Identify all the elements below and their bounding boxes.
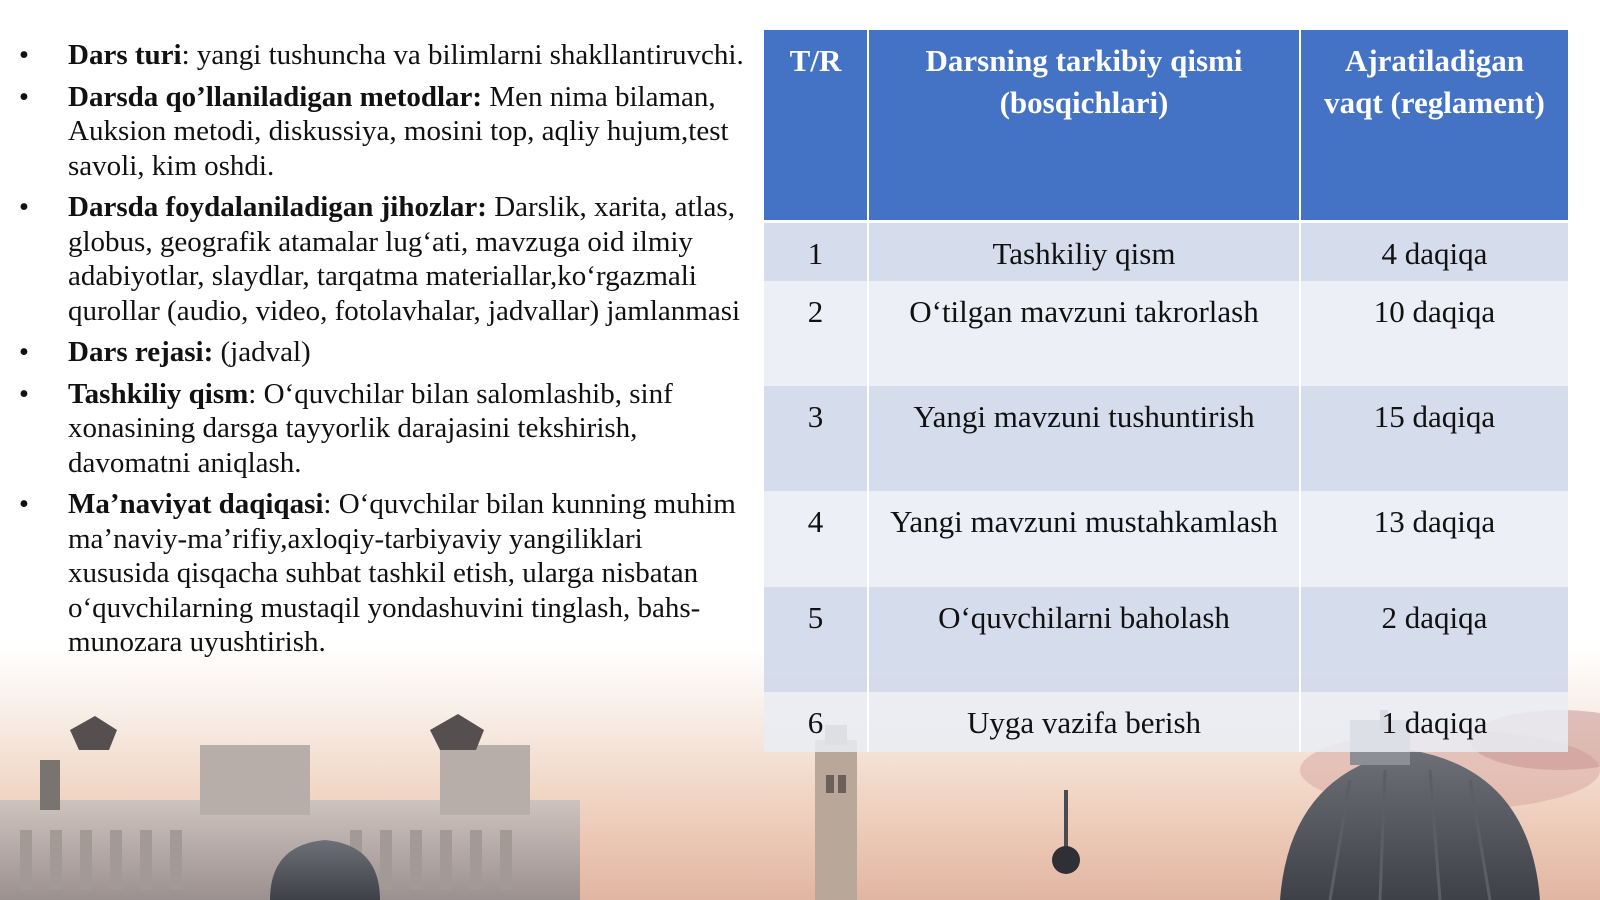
item-label: Dars rejasi: <box>68 336 214 368</box>
table-row <box>764 692 1568 752</box>
header-number: T/R <box>764 30 868 222</box>
bullet-icon: • <box>18 80 30 113</box>
item-text: : yangi tushuncha va bilimlarni shakllantiruvchi. <box>181 39 744 71</box>
cell-time: 1 daqiqa <box>1300 692 1568 752</box>
item-text: Men nima bilaman, Auksion metodi, diskussiya, mosini top, aqliy hujum,test savoli, kim oshdi. <box>68 80 729 182</box>
cell-number: 6 <box>764 692 868 752</box>
cell-time: 4 daqiqa <box>1300 222 1568 282</box>
table-header-row <box>764 30 1568 222</box>
item-label: Darsda qo’llaniladigan metodlar: <box>68 80 483 113</box>
table-row <box>764 587 1568 692</box>
cell-number: 2 <box>764 281 868 386</box>
cell-number: 3 <box>764 386 868 491</box>
table-row <box>764 222 1568 282</box>
cell-time: 2 daqiqa <box>1300 587 1568 692</box>
cell-stage: Yangi mavzuni mustahkamlash <box>868 491 1300 587</box>
list-item <box>14 335 744 370</box>
item-label: Dars turi <box>68 39 182 71</box>
lesson-plan-table <box>764 30 1568 752</box>
table-row <box>764 281 1568 386</box>
bullet-icon: • <box>18 336 30 368</box>
list-item <box>14 80 744 184</box>
header-stage: Darsning tarkibiy qismi (bosqichlari) <box>868 30 1300 222</box>
cell-stage: O‘tilgan mavzuni takrorlash <box>868 281 1300 386</box>
item-label: Tashkiliy qism <box>68 377 249 410</box>
item-label: Darsda foydalaniladigan jihozlar: <box>68 191 487 223</box>
list-item <box>14 377 744 481</box>
cell-stage: Yangi mavzuni tushuntirish <box>868 386 1300 491</box>
bullet-icon: • <box>18 377 30 410</box>
cell-time: 13 daqiqa <box>1300 491 1568 587</box>
cell-time: 10 daqiqa <box>1300 281 1568 386</box>
cell-stage: Tashkiliy qism <box>868 222 1300 282</box>
bullet-icon: • <box>18 39 30 71</box>
list-item <box>14 487 744 660</box>
cell-number: 4 <box>764 491 868 587</box>
table-row <box>764 491 1568 587</box>
cell-stage: O‘quvchilarni baholash <box>868 587 1300 692</box>
cell-stage: Uyga vazifa berish <box>868 692 1300 752</box>
header-time: Ajratiladigan vaqt (reglament) <box>1300 30 1568 222</box>
item-text: : O‘quvchilar bilan kunning muhim ma’naviy-ma’rifiy,axloqiy-tarbiyaviy yangiliklari xususida qisqacha suhbat tashkil etish, ularga nisbatan o‘quvchilarning mustaqil yondashuvini tinglash, bahs-munozara uyushtirish. <box>68 488 736 658</box>
item-text: Darslik, xarita, atlas, globus, geografik atamalar lug‘ati, mavzuga oid ilmiy adabiyotlar, slaydlar, tarqatma materiallar,ko‘rgazmali qurollar (audio, video, fotolavhalar, jadvallar) jamlanmasi <box>68 191 741 327</box>
cell-number: 1 <box>764 222 868 282</box>
lesson-info-list <box>14 38 744 667</box>
table-row <box>764 386 1568 491</box>
cell-number: 5 <box>764 587 868 692</box>
bullet-icon: • <box>18 191 30 223</box>
item-label: Ma’naviyat daqiqasi <box>68 488 324 520</box>
item-text: : O‘quvchilar bilan salomlashib, sinf xonasining darsga tayyorlik darajasini tekshirish, davomatni aniqlash. <box>68 377 673 479</box>
list-item <box>14 190 744 328</box>
item-text: (jadval) <box>213 336 311 368</box>
cell-time: 15 daqiqa <box>1300 386 1568 491</box>
list-item <box>14 38 744 73</box>
bullet-icon: • <box>18 488 30 520</box>
